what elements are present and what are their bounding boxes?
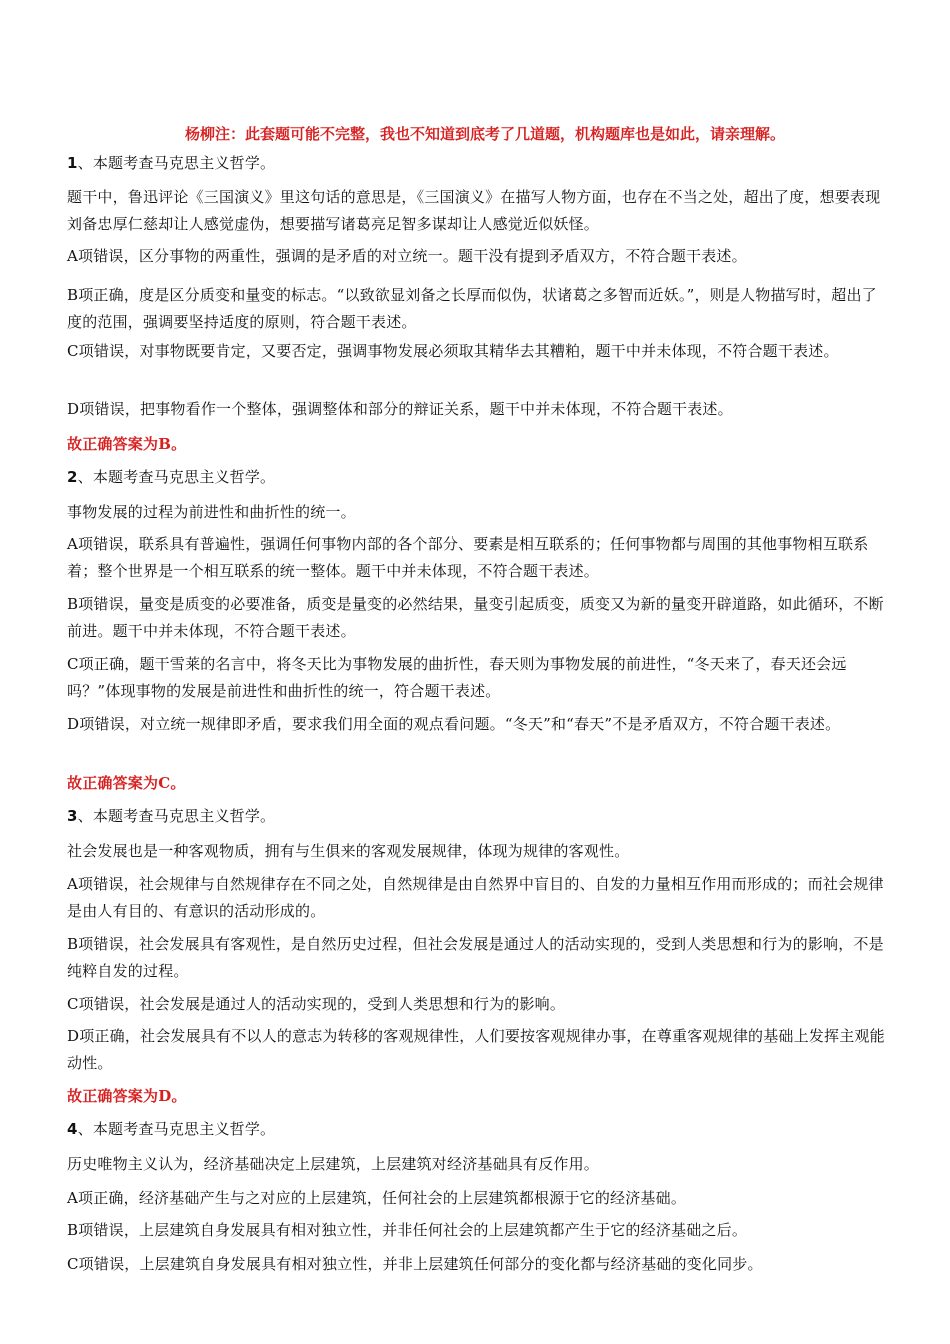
question-number: 1 <box>67 154 78 172</box>
correct-answer: 故正确答案为C。 <box>67 774 186 792</box>
question-title: 、本题考查马克思主义哲学。 <box>77 154 276 172</box>
stem-analysis: 题干中，鲁迅评论《三国演义》里这句话的意思是，《三国演义》在描写人物方面，也存在不当之处，超出了度，想要表现刘备忠厚仁慈却让人感觉虚伪，想要描写诸葛亮足智多谋却让人感觉近似妖怪。 <box>67 188 881 233</box>
question-header <box>67 803 885 830</box>
question-header <box>67 464 885 491</box>
option-analysis: B项错误，上层建筑自身发展具有相对独立性，并非任何社会的上层建筑都产生于它的经济基础之后。 <box>67 1221 748 1239</box>
question-number: 4 <box>67 1120 78 1138</box>
editor-note: 杨柳注：此套题可能不完整，我也不知道到底考了几道题，机构题库也是如此，请亲理解。 <box>184 125 785 143</box>
question-title: 、本题考查马克思主义哲学。 <box>77 468 276 486</box>
option-analysis: D项错误，把事物看作一个整体，强调整体和部分的辩证关系，题干中并未体现，不符合题干表述。 <box>67 400 733 418</box>
option-analysis: C项错误，上层建筑自身发展具有相对独立性，并非上层建筑任何部分的变化都与经济基础的变化同步。 <box>67 1255 763 1273</box>
option-analysis: A项错误，区分事物的两重性，强调的是矛盾的对立统一。题干没有提到矛盾双方，不符合题干表述。 <box>67 247 747 265</box>
option-analysis: D项错误，对立统一规律即矛盾，要求我们用全面的观点看问题。“冬天”和“春天”不是矛盾双方，不符合题干表述。 <box>67 715 841 733</box>
option-analysis: B项正确，度是区分质变和量变的标志。“以致欲显刘备之长厚而似伪，状诸葛之多智而近妖。”，则是人物描写时，超出了度的范围，强调要坚持适度的原则，符合题干表述。 <box>67 286 877 331</box>
option-analysis: B项错误，社会发展具有客观性，是自然历史过程，但社会发展是通过人的活动实现的，受到人类思想和行为的影响，不是纯粹自发的过程。 <box>67 935 884 980</box>
correct-answer: 故正确答案为B。 <box>67 435 187 453</box>
correct-answer: 故正确答案为D。 <box>67 1087 187 1105</box>
option-analysis: C项错误，对事物既要肯定，又要否定，强调事物发展必须取其精华去其糟粕，题干中并未体现，不符合题干表述。 <box>67 342 839 360</box>
option-analysis: C项错误，社会发展是通过人的活动实现的，受到人类思想和行为的影响。 <box>67 995 566 1013</box>
question-header <box>67 150 885 177</box>
option-analysis: C项正确，题干雪莱的名言中，将冬天比为事物发展的曲折性，春天则为事物发展的前进性，“冬天来了，春天还会远吗？”体现事物的发展是前进性和曲折性的统一，符合题干表述。 <box>67 655 847 700</box>
question-number: 3 <box>67 807 78 825</box>
stem-analysis: 事物发展的过程为前进性和曲折性的统一。 <box>67 503 356 521</box>
question-title: 、本题考查马克思主义哲学。 <box>77 807 276 825</box>
option-analysis: B项错误，量变是质变的必要准备，质变是量变的必然结果，量变引起质变，质变又为新的量变开辟道路，如此循环，不断前进。题干中并未体现，不符合题干表述。 <box>67 595 884 640</box>
question-header <box>67 1116 885 1143</box>
option-analysis: A项正确，经济基础产生与之对应的上层建筑，任何社会的上层建筑都根源于它的经济基础。 <box>67 1189 687 1207</box>
question-number: 2 <box>67 468 78 486</box>
stem-analysis: 历史唯物主义认为，经济基础决定上层建筑，上层建筑对经济基础具有反作用。 <box>67 1155 600 1173</box>
option-analysis: D项正确，社会发展具有不以人的意志为转移的客观规律性，人们要按客观规律办事，在尊重客观规律的基础上发挥主观能动性。 <box>67 1027 885 1072</box>
option-analysis: A项错误，联系具有普遍性，强调任何事物内部的各个部分、要素是相互联系的；任何事物都与周围的其他事物相互联系着；整个世界是一个相互联系的统一整体。题干中并未体现，不符合题干表述。 <box>67 535 869 580</box>
question-title: 、本题考查马克思主义哲学。 <box>77 1120 276 1138</box>
option-analysis: A项错误，社会规律与自然规律存在不同之处，自然规律是由自然界中盲目的、自发的力量相互作用而形成的；而社会规律是由人有目的、有意识的活动形成的。 <box>67 875 884 920</box>
stem-analysis: 社会发展也是一种客观物质，拥有与生俱来的客观发展规律，体现为规律的客观性。 <box>67 842 630 860</box>
